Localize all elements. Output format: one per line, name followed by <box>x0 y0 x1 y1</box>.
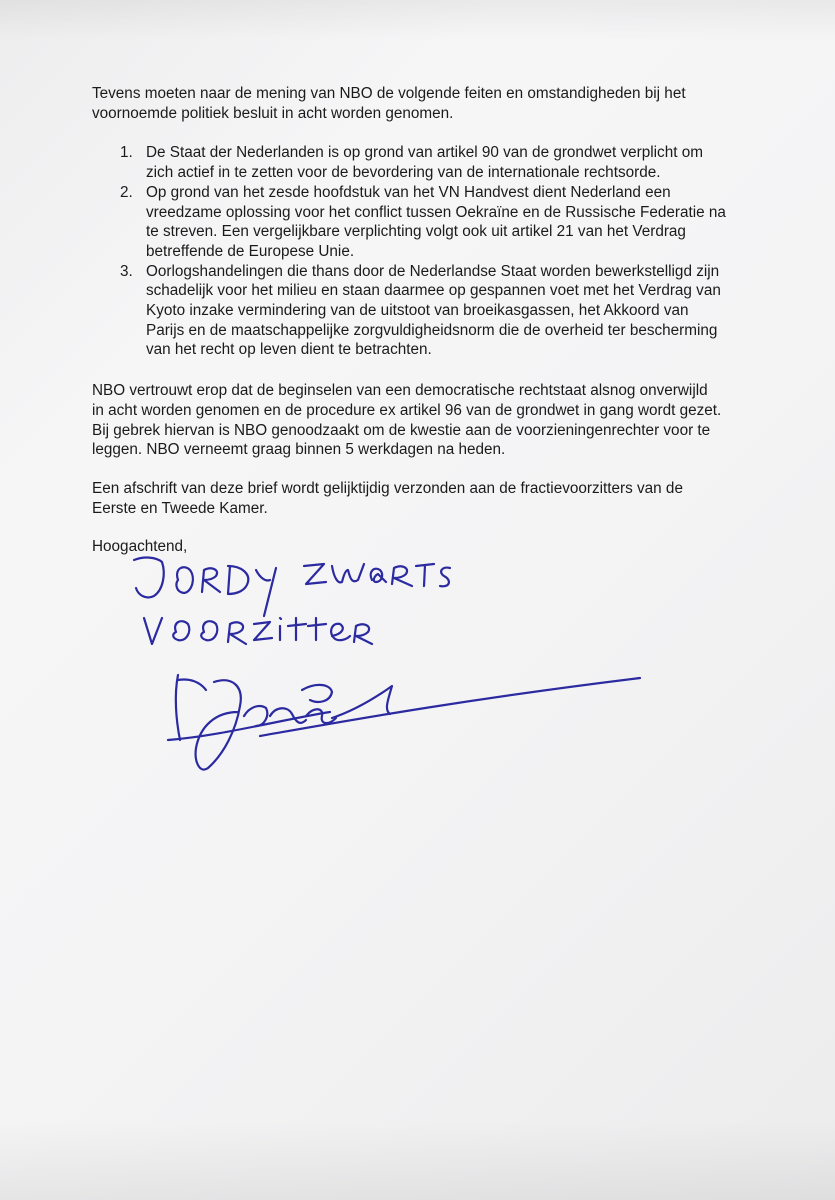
list-item-number: 2. <box>120 183 133 201</box>
paragraph-line: in acht worden genomen en de procedure ex artikel 96 van de grondwet in gang wordt gezet. <box>92 401 722 419</box>
list-item-line: betreffende de Europese Unie. <box>146 242 355 260</box>
list-item-line: van het recht op leven dient te betrachten. <box>146 341 432 359</box>
signature-block <box>120 540 660 790</box>
handwritten-signature <box>120 540 660 790</box>
list-item <box>92 183 767 262</box>
list-item-line: Kyoto inzake vermindering van de uitstoot van broeikasgassen, het Akkoord van <box>146 302 689 320</box>
list-item-number: 3. <box>120 262 133 280</box>
list-item <box>92 262 767 361</box>
numbered-points <box>92 143 767 360</box>
list-item-line: zich actief in te zetten voor de bevordering van de internationale rechtsorde. <box>146 164 661 182</box>
letter-body <box>92 84 767 557</box>
paragraph-line: NBO vertrouwt erop dat de beginselen van een democratische rechtstaat alsnog onverwijld <box>92 382 708 400</box>
paragraph-line: Een afschrift van deze brief wordt gelijktijdig verzonden aan de fractievoorzitters van de <box>92 479 683 497</box>
list-item-line: Oorlogshandelingen die thans door de Nederlandse Staat worden bewerkstelligd zijn <box>146 262 720 280</box>
paragraph-line: leggen. NBO verneemt graag binnen 5 werkdagen na heden. <box>92 441 506 459</box>
paragraph-line: Eerste en Tweede Kamer. <box>92 499 268 517</box>
copy-notice-paragraph <box>92 479 767 518</box>
list-item-number: 1. <box>120 144 133 162</box>
closing-request-paragraph <box>92 381 767 460</box>
list-item-line: De Staat der Nederlanden is op grond van artikel 90 van de grondwet verplicht om <box>146 144 703 162</box>
list-item-line: Parijs en de maatschappelijke zorgvuldigheidsnorm die de overheid ter bescherming <box>146 321 718 339</box>
list-item <box>92 143 767 182</box>
list-item-line: vreedzame oplossing voor het conflict tussen Oekraïne en de Russische Federatie na <box>146 203 726 221</box>
list-item-line: te streven. Een vergelijkbare verplichting volgt ook uit artikel 21 van het Verdrag <box>146 223 686 241</box>
paper-shadow-top <box>0 0 835 40</box>
paragraph-line: Bij gebrek hiervan is NBO genoodzaakt om de kwestie aan de voorzieningenrechter voor te <box>92 421 711 439</box>
intro-paragraph: Tevens moeten naar de mening van NBO de volgende feiten en omstandigheden bij het voornoemde politiek besluit in acht worden genomen. <box>92 85 686 122</box>
paper-shadow-bottom <box>0 1120 835 1200</box>
list-item-line: Op grond van het zesde hoofdstuk van het VN Handvest dient Nederland een <box>146 183 671 201</box>
list-item-line: schadelijk voor het milieu en staan daarmee op gespannen voet met het Verdrag van <box>146 282 721 300</box>
closing-salutation: Hoogachtend, <box>92 538 188 556</box>
